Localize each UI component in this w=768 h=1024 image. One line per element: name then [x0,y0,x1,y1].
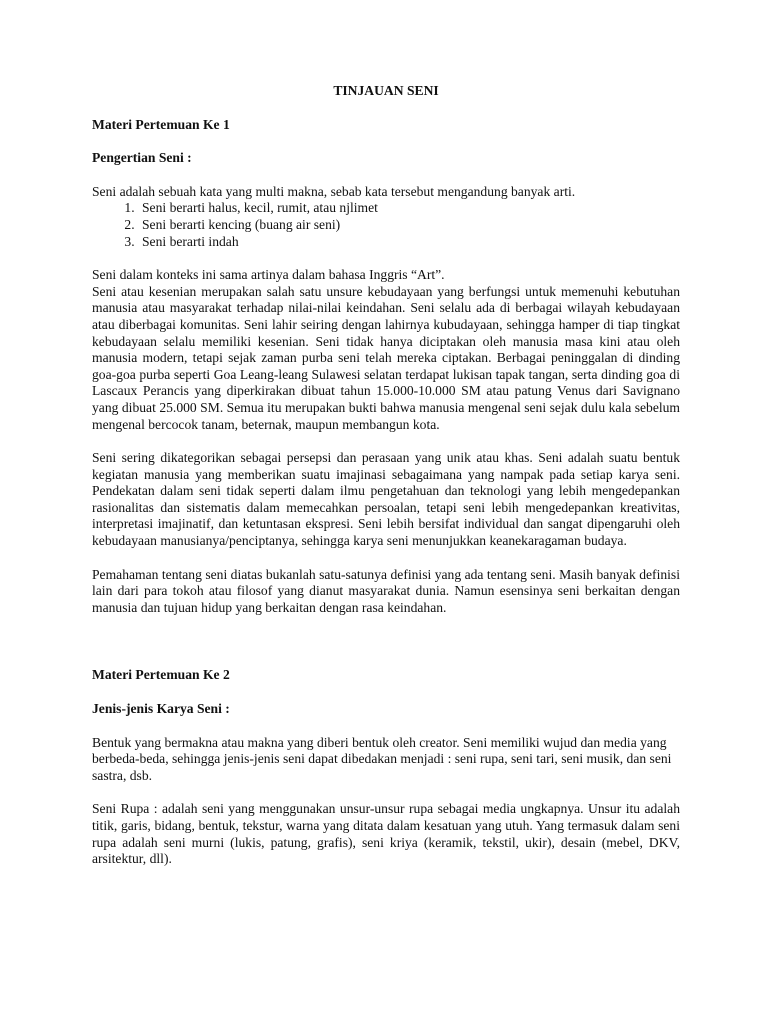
meeting-2-heading: Materi Pertemuan Ke 2 [92,667,230,683]
list-item: 3. Seni berarti indah [138,234,680,251]
list-item: 2. Seni berarti kencing (buang air seni) [138,217,680,234]
types-heading: Jenis-jenis Karya Seni : [92,701,230,717]
intro-text: Seni adalah sebuah kata yang multi makna, sebab kata tersebut mengandung banyak arti. [92,183,576,199]
paragraph: Bentuk yang bermakna atau makna yang diberi bentuk oleh creator. Seni memiliki wujud dan media yang berbeda-beda, sehingga jenis-jenis seni dapat dibedakan menjadi : seni rupa, seni tari, seni musik, dan seni sastra, dsb. [92,734,672,783]
paragraph: Seni atau kesenian merupakan salah satu unsure kebudayaan yang berfungsi untuk memenuhi kebutuhan manusia atau masyarakat terhadap nilai-nilai keindahan. Seni selalu ada di berbagai wilayah kebudayaan atau diberbagai komunitas. Seni lahir seiring dengan lahirnya kubudayaan, sehingga hamper di tiap tingkat kebudayaan selalu memiliki kesenian. Seni tidak hanya diciptakan oleh manusia masa kini atau oleh manusia modern, tetapi sejak zaman purba seni telah mereka ciptakan. Berbagai peninggalan di dinding goa-goa purba seperti Goa Leang-leang Sulawesi selatan terdapat lukisan tapak tangan, serta dinding goa di Lascaux Perancis yang diperkirakan dibuat tahun 15.000-10.000 SM atau patung Venus dari Savignano yang dibuat 25.000 SM. Semua itu merupakan bukti bahwa manusia mengenal seni sejak dulu kala sebelum mengenal bercocok tanam, beternak, maupun membangun kota. [92,283,680,432]
paragraph: Pemahaman tentang seni diatas bukanlah satu-satunya definisi yang ada tentang seni. Masih banyak definisi lain dari para tokoh atau filosof yang dianut masyarakat dunia. Namun esensinya seni berkaitan dengan manusia dan tujuan hidup yang berkaitan dengan rasa keindahan. [92,566,680,615]
art-line: Seni dalam konteks ini sama artinya dalam bahasa Inggris “Art”. [92,267,445,283]
paragraph: Seni Rupa : adalah seni yang menggunakan unsur-unsur rupa sebagai media ungkapnya. Unsur itu adalah titik, garis, bidang, bentuk, tekstur, warna yang ditata dalam kesatuan yang utuh. Yang termasuk dalam seni rupa adalah seni murni (lukis, patung, grafis), seni kriya (keramik, tekstil, ukir), desain (mebel, DKV, arsitektur, dll). [92,801,680,867]
meeting-1-heading: Materi Pertemuan Ke 1 [92,116,230,132]
list-item: 1. Seni berarti halus, kecil, rumit, atau njlimet [138,200,680,217]
meaning-list [92,200,680,250]
definition-heading: Pengertian Seni : [92,150,192,166]
document-title: TINJAUAN SENI [333,83,439,98]
paragraph: Seni sering dikategorikan sebagai persepsi dan perasaan yang unik atau khas. Seni adalah suatu bentuk kegiatan manusia yang memberikan suatu imajinasi sebagaimana yang nampak pada setiap karya seni. Pendekatan dalam seni tidak seperti dalam ilmu pengetahuan dan teknologi yang lebih mengedepankan rasionalitas dan sistematis dalam memecahkan persoalan, tetapi seni lebih mengedepankan kreativitas, interpretasi imajinatif, dan ketuntasan ekspresi. Seni lebih bersifat individual dan sangat dipengaruhi oleh kebudayaan manusianya/penciptanya, sehingga karya seni menunjukkan keanekaragaman budaya. [92,450,680,549]
